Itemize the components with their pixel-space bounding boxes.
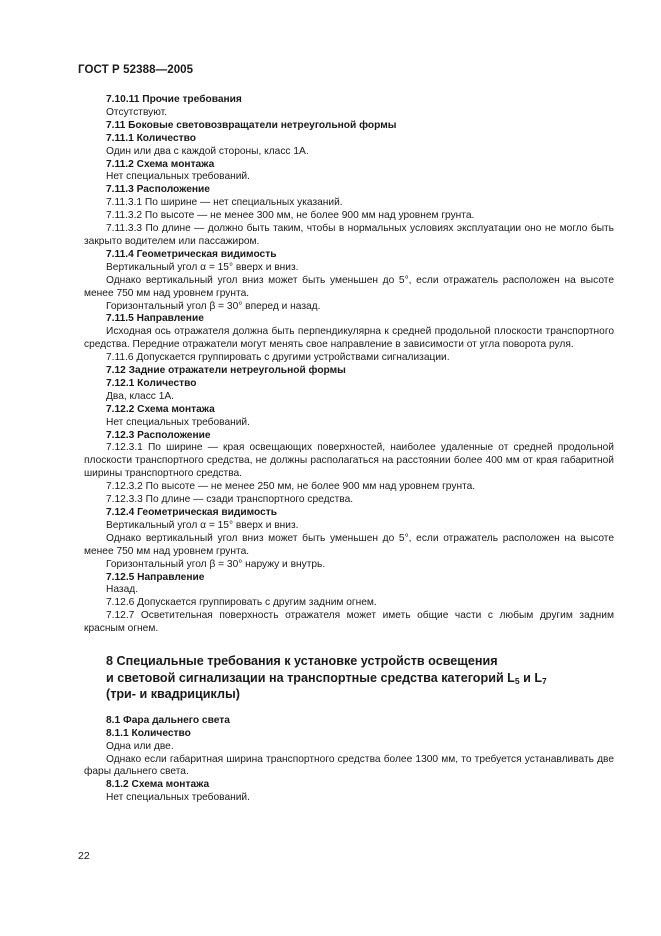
paragraph: Назад.: [106, 584, 139, 596]
paragraph: 7.12.3.1 По ширине — края освещающих поверхностей, наиболее удаленные от средней продольной плоскости транспортного средства, не должны располагаться на расстоянии более 400 мм от края габаритной ширины транспортного средства.: [84, 442, 614, 480]
section-heading: 7.11.1 Количество: [106, 132, 196, 144]
section-8-heading: [84, 653, 614, 703]
section-heading: 7.11.3 Расположение: [106, 184, 210, 196]
paragraph: 7.11.3.1 По ширине — нет специальных указаний.: [106, 197, 343, 209]
paragraph: Нет специальных требований.: [106, 171, 250, 183]
paragraph: Горизонтальный угол β = 30° наружу и внутрь.: [106, 558, 326, 570]
section-heading: 7.10.11 Прочие требования: [106, 94, 242, 105]
paragraph: Один или два с каждой стороны, класс 1А.: [106, 145, 309, 157]
section-heading: 8.1 Фара дальнего света: [106, 714, 230, 726]
paragraph: Горизонтальный угол β = 30° вперед и назад.: [106, 300, 321, 312]
paragraph: Вертикальный угол α = 15° вверх и вниз.: [106, 519, 299, 531]
section-8-heading-line2-mid: и L: [519, 670, 543, 685]
page-number: 22: [78, 850, 90, 862]
paragraph: Вертикальный угол α = 15° вверх и вниз.: [106, 261, 299, 273]
section-heading: 8.1.1 Количество: [106, 727, 191, 739]
paragraph: 7.12.3.2 По высоте — не менее 250 мм, не более 900 мм над уровнем грунта.: [106, 481, 476, 493]
paragraph: Нет специальных требований.: [106, 416, 250, 428]
section-8-heading-line2: [106, 670, 614, 687]
section-heading: 7.12.1 Количество: [106, 377, 197, 389]
paragraph: 7.12.3.3 По длине — сзади транспортного средства.: [106, 494, 354, 506]
paragraph: Однако вертикальный угол вниз может быть уменьшен до 5°, если отражатель расположен на высоте менее 750 мм над уровнем грунта.: [84, 274, 614, 299]
category-subscript-7: 7: [542, 675, 547, 686]
section-heading: 7.11.2 Схема монтажа: [106, 158, 215, 170]
category-subscript-5: 5: [514, 675, 520, 686]
paragraph: 7.11.3.2 По высоте — не менее 300 мм, не более 900 мм над уровнем грунта.: [106, 210, 475, 222]
paragraph: Одна или две.: [106, 740, 174, 752]
section-8-text: [84, 715, 614, 805]
section-heading: 7.12.3 Расположение: [106, 429, 211, 441]
section-heading: 7.12.5 Направление: [106, 571, 205, 583]
section-heading: 7.11.4 Геометрическая видимость: [106, 248, 277, 260]
section-heading: 7.12.2 Схема монтажа: [106, 403, 215, 415]
paragraph: 7.12.7 Осветительная поверхность отражателя может иметь общие части с любым другим задним красным огнем.: [84, 610, 614, 635]
paragraph: Два, класс 1А.: [106, 390, 175, 402]
paragraph: 7.11.3.3 По длине — должно быть таким, чтобы в нормальных условиях эксплуатации оно не могло быть закрыто водителем или пассажиром.: [84, 223, 614, 247]
section-heading: 8.1.2 Схема монтажа: [106, 779, 210, 791]
section-heading: 7.11 Боковые световозвращатели нетреугольной формы: [106, 119, 397, 131]
section-7-text: [84, 94, 614, 636]
paragraph: 7.12.6 Допускается группировать с другим задним огнем.: [106, 597, 377, 609]
section-heading: 7.11.5 Направление: [106, 313, 204, 325]
paragraph: Нет специальных требований.: [106, 792, 250, 804]
paragraph: Исходная ось отражателя должна быть перпендикулярна к средней продольной плоскости транспортного средства. Передние отражатели могут менять свое направление в зависимости от угла поворота руля.: [84, 326, 614, 351]
paragraph: Отсутствуют.: [106, 106, 168, 118]
paragraph: 7.11.6 Допускается группировать с другими устройствами сигнализации.: [106, 352, 450, 364]
paragraph: Однако если габаритная ширина транспортного средства более 1300 мм, то требуется устанавливать две фары дальнего света.: [84, 753, 614, 778]
section-8-heading-line3: (три- и квадрициклы): [106, 687, 240, 702]
section-8-heading-line1: 8 Специальные требования к установке устройств освещения: [106, 654, 498, 669]
section-heading: 7.12.4 Геометрическая видимость: [106, 507, 278, 518]
section-8-heading-line2-text: и световой сигнализации на транспортные средства категорий L: [106, 670, 515, 685]
page-content: [84, 94, 614, 805]
paragraph: Однако вертикальный угол вниз может быть уменьшен до 5°, если отражатель расположен на высоте менее 750 мм над уровнем грунта.: [84, 532, 614, 557]
spacer: [84, 703, 614, 715]
section-heading: 7.12 Задние отражатели нетреугольной формы: [106, 365, 346, 377]
page-header: ГОСТ Р 52388—2005: [78, 64, 194, 76]
